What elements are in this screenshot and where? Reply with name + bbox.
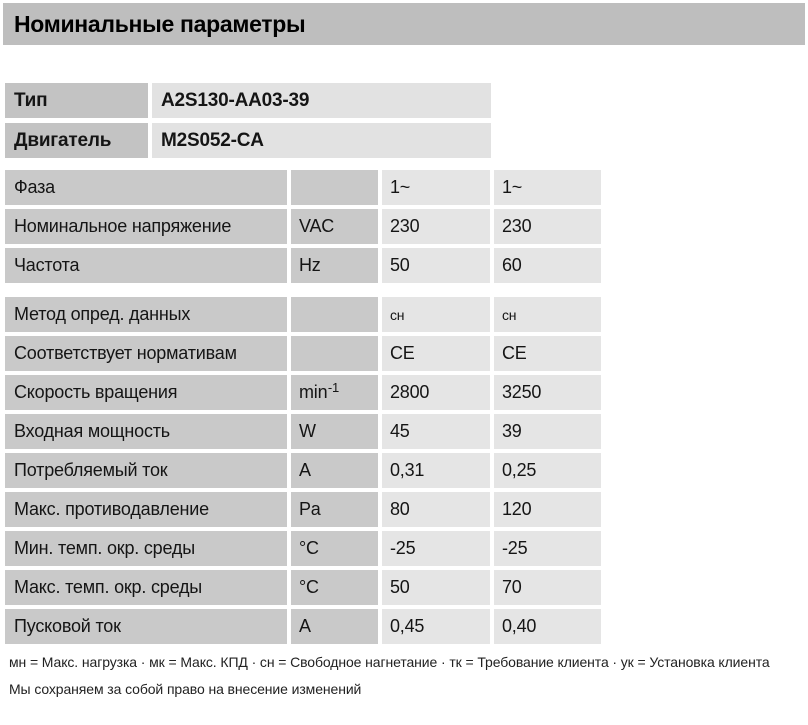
spec-row-value-1: CE — [382, 336, 490, 371]
unit-text: min — [299, 382, 328, 402]
spec-row-label: Макс. противодавление — [5, 492, 287, 527]
unit-text: °C — [299, 577, 319, 597]
spec-row-unit: min $^{-1}$ — [291, 375, 378, 410]
spec-row-label: Макс. темп. окр. среды — [5, 570, 287, 605]
spec-table-row — [5, 531, 601, 566]
spec-row-unit — [291, 170, 378, 205]
spec-row-value-1: 80 — [382, 492, 490, 527]
unit-text: Pa — [299, 499, 321, 519]
spec-row-unit — [291, 248, 378, 283]
unit-text: W — [299, 421, 316, 441]
spec-row-value-2: 3250 — [494, 375, 601, 410]
unit-text: VAC — [299, 216, 335, 236]
unit-text: °C — [299, 538, 319, 558]
spec-row-label: Метод опред. данных — [5, 297, 287, 332]
spec-row-unit — [291, 336, 378, 371]
spec-row-unit — [291, 609, 378, 644]
spec-row-label: Фаза — [5, 170, 287, 205]
spec-row-unit — [291, 453, 378, 488]
spec-row-value-2: CE — [494, 336, 601, 371]
spec-row-value-2: 120 — [494, 492, 601, 527]
footer-disclaimer: Мы сохраняем за собой право на внесение изменений — [9, 681, 362, 697]
page-title-bar — [3, 3, 805, 45]
unit-text: A — [299, 616, 311, 636]
spec-row-label: Номинальное напряжение — [5, 209, 287, 244]
spec-row-label: Мин. темп. окр. среды — [5, 531, 287, 566]
spec-table-row — [5, 336, 601, 371]
spec-table-row — [5, 414, 601, 449]
spec-row-value-1: 50 — [382, 248, 490, 283]
spec-row-value-2: 230 — [494, 209, 601, 244]
spec-table — [5, 170, 601, 644]
spec-row-value-1: сн — [382, 297, 490, 332]
spec-table-row — [5, 609, 601, 644]
spec-row-value-2: 70 — [494, 570, 601, 605]
spec-row-value-1: 0,31 — [382, 453, 490, 488]
spec-row-value-1: 0,45 — [382, 609, 490, 644]
spec-table-row — [5, 209, 601, 244]
spec-row-value-2: 1~ — [494, 170, 601, 205]
spec-row-value-1: 230 — [382, 209, 490, 244]
spec-row-value-1: -25 — [382, 531, 490, 566]
spec-row-value-2: 39 — [494, 414, 601, 449]
spec-row-value-2: 0,25 — [494, 453, 601, 488]
spec-row-label: Соответствует нормативам — [5, 336, 287, 371]
spec-row-value-2: 60 — [494, 248, 601, 283]
spec-row-unit — [291, 570, 378, 605]
type-row-value: M2S052-CA — [152, 123, 491, 158]
type-table-row — [5, 83, 491, 118]
spec-row-label: Входная мощность — [5, 414, 287, 449]
type-row-label: Двигатель — [5, 123, 148, 158]
type-row-value: A2S130-AA03-39 — [152, 83, 491, 118]
spec-table-row — [5, 297, 601, 332]
type-row-label: Тип — [5, 83, 148, 118]
spec-table-row — [5, 375, 601, 410]
spec-row-label: Потребляемый ток — [5, 453, 287, 488]
spec-table-row — [5, 492, 601, 527]
type-table — [5, 83, 491, 158]
page-title: Номинальные параметры — [14, 10, 306, 37]
footer-legend: мн = Макс. нагрузка · мк = Макс. КПД · сн = Свободное нагнетание · тк = Требование клиента · ук = Установка клиента — [9, 654, 770, 670]
spec-row-value-1: 2800 — [382, 375, 490, 410]
spec-table-row — [5, 248, 601, 283]
spec-row-unit — [291, 492, 378, 527]
spec-row-unit — [291, 414, 378, 449]
spec-row-label: Пусковой ток — [5, 609, 287, 644]
spec-section-performance — [5, 297, 601, 644]
spec-row-value-1: 50 — [382, 570, 490, 605]
spec-row-unit — [291, 297, 378, 332]
spec-table-row — [5, 570, 601, 605]
spec-row-label: Частота — [5, 248, 287, 283]
unit-text: Hz — [299, 255, 321, 275]
spec-row-value-1: 45 — [382, 414, 490, 449]
spec-row-value-2: сн — [494, 297, 601, 332]
type-table-row — [5, 123, 491, 158]
spec-row-value-2: -25 — [494, 531, 601, 566]
spec-row-unit — [291, 531, 378, 566]
spec-row-label: Скорость вращения — [5, 375, 287, 410]
spec-row-value-1: 1~ — [382, 170, 490, 205]
spec-row-value-2: 0,40 — [494, 609, 601, 644]
spec-table-row — [5, 453, 601, 488]
spec-table-row — [5, 170, 601, 205]
spec-section-electrical — [5, 170, 601, 283]
spec-row-unit — [291, 209, 378, 244]
unit-text: A — [299, 460, 311, 480]
